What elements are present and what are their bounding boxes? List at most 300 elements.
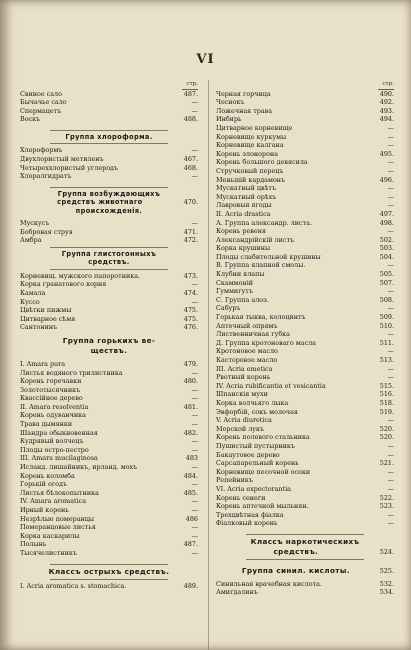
entry-label: Синильная врачебная кислота. <box>216 579 322 588</box>
entry-label: III. Amara mucilaginosa <box>20 454 98 463</box>
page-ref: — <box>191 445 198 454</box>
index-entry <box>216 236 394 245</box>
entry-label: Плоды слабительной крушины <box>216 252 321 261</box>
page-ref: — <box>387 227 394 236</box>
entry-label: Корень коломба <box>20 471 75 480</box>
index-entry <box>216 253 394 262</box>
page-ref: 468. <box>183 163 198 172</box>
entry-label: Корень большого девясила <box>216 158 308 167</box>
entry-label: Корка крушины <box>216 244 271 253</box>
section-heading: ществъ. <box>90 345 128 355</box>
index-entry <box>216 476 394 485</box>
index-entry <box>216 425 394 434</box>
page-ref: 488. <box>183 115 198 124</box>
index-entry <box>216 90 394 99</box>
index-entry <box>20 360 198 369</box>
entry-label: В. Группа ялапной смолы. <box>216 261 306 270</box>
page-ref: 467. <box>183 154 198 163</box>
entry-label: I. Amara pura <box>20 359 66 368</box>
entry-label: Корень аптечной мыльнян. <box>216 502 309 511</box>
page-ref: 513. <box>379 356 394 364</box>
index-entry <box>216 244 394 253</box>
column-divider <box>208 80 209 650</box>
index-entry <box>20 228 198 237</box>
index-entry <box>20 155 198 164</box>
index-entry <box>20 506 198 515</box>
page-ref: — <box>387 519 394 528</box>
index-entry <box>216 347 394 356</box>
page-ref: 522. <box>379 493 394 502</box>
entry-label: А. Группа александр. листа. <box>216 218 313 227</box>
page-ref: 507. <box>379 278 394 287</box>
entry-label: Кудрявый волчецъ <box>20 437 84 446</box>
spacer <box>216 528 394 532</box>
index-entry <box>20 437 198 446</box>
index-entry <box>216 416 394 425</box>
entry-label: IV. Amara aromatica <box>20 497 87 506</box>
page-ref: — <box>387 416 394 425</box>
column-header <box>216 80 394 90</box>
index-entry <box>216 519 394 528</box>
entry-label: Куссо <box>20 297 40 306</box>
index-entry <box>216 373 394 382</box>
page-ref: — <box>191 98 198 107</box>
entry-label: Хлоралгидратъ <box>20 172 72 181</box>
page-ref: стр. <box>378 80 394 90</box>
page-number: VI <box>196 52 215 67</box>
entry-label: Листья водяного трилистника <box>20 368 123 377</box>
index-entry <box>20 403 198 412</box>
entry-label: Трехцвѣтная фіалка <box>216 510 284 519</box>
section-heading: Группа глистогонныхъ <box>61 249 157 258</box>
index-entry <box>216 176 394 185</box>
section-heading: средствъ животнаго <box>57 198 143 207</box>
entry-label: Морской лукъ <box>216 424 265 433</box>
page-ref: — <box>191 523 198 532</box>
entry-label: Корень полевого стальника <box>216 433 310 442</box>
page-ref: — <box>387 510 394 519</box>
entry-label: Горькая тыква, колоцинтъ <box>216 313 306 322</box>
entry-label: Д. Группа кротоноваго масла <box>216 338 316 347</box>
index-entry <box>216 408 394 417</box>
index-entry <box>20 454 198 463</box>
page-ref: 502. <box>379 235 394 244</box>
index-entry <box>20 369 198 378</box>
index-entry <box>20 463 198 472</box>
page-ref: — <box>387 373 394 382</box>
page-ref: — <box>387 484 394 493</box>
page-ref: 510. <box>379 321 394 330</box>
index-entry <box>20 298 198 307</box>
page-ref: 508. <box>379 295 394 304</box>
index-entry <box>216 193 394 202</box>
entry-label: Амбра <box>20 236 42 245</box>
entry-label: VI. Acria expectorantia <box>216 484 291 493</box>
index-entry <box>20 172 198 181</box>
index-entry <box>216 227 394 236</box>
index-entry <box>20 272 198 281</box>
index-entry <box>20 280 198 289</box>
page-ref: 521. <box>379 459 394 468</box>
entry-label: Хлороформъ <box>20 146 63 155</box>
index-entry <box>216 141 394 150</box>
section-heading: Классъ наркотическихъ <box>250 536 360 546</box>
entry-label: Мускусъ <box>20 219 50 228</box>
page-ref: 504. <box>379 252 394 261</box>
entry-label: Кротоновое масло <box>216 347 278 356</box>
page-ref: 486 <box>185 514 198 523</box>
entry-label: Клубни ялапы <box>216 270 265 279</box>
section-heading-row <box>20 198 198 207</box>
index-entry <box>20 306 198 315</box>
index-entry <box>216 167 394 176</box>
entry-label: Бобровая струя <box>20 227 73 236</box>
entry-label: Корень сенеги <box>216 493 266 502</box>
index-entry <box>216 150 394 159</box>
page-ref: — <box>191 411 198 420</box>
index-entry <box>216 184 394 193</box>
entry-label: III. Acria emetica <box>216 364 273 373</box>
page-ref: 523. <box>379 502 394 511</box>
entry-label: Полынь <box>20 540 47 549</box>
page-ref: 472. <box>183 236 198 245</box>
page-ref: — <box>387 287 394 296</box>
entry-label: Лавровыя ягоды <box>216 201 272 210</box>
entry-label: Шандра обыкновенная <box>20 428 98 437</box>
entry-label: Мускатный орѣхъ <box>216 192 277 201</box>
page-ref: — <box>387 192 394 201</box>
entry-label: Квассійное дерево <box>20 394 83 403</box>
index-entry <box>20 315 198 324</box>
spacer <box>20 181 198 185</box>
page-ref: — <box>387 441 394 450</box>
page-ref: — <box>191 280 198 289</box>
entry-label: II. Acria drastica <box>216 209 271 218</box>
index-entry <box>216 279 394 288</box>
page-ref: 509. <box>379 313 394 322</box>
page-ref: 485. <box>183 488 198 497</box>
index-entry <box>216 287 394 296</box>
page-ref: 489. <box>183 581 198 590</box>
index-entry <box>20 386 198 395</box>
entry-label: С. Группа алоэ. <box>216 295 269 304</box>
entry-label: Ложечная трава <box>216 106 273 115</box>
entry-label: Камала <box>20 288 46 297</box>
entry-label: II. Amara resolventia <box>20 402 89 411</box>
index-entry <box>216 588 394 597</box>
entry-label: I. Acria aromatica s. stomachica. <box>20 581 127 590</box>
index-entry <box>20 411 198 420</box>
entry-label: Свиное сало <box>20 89 62 98</box>
entry-label: Корень горечавки <box>20 377 82 386</box>
entry-label: Цитварное корневище <box>216 123 293 132</box>
page-ref: 482. <box>183 428 198 437</box>
page-ref: 524. <box>379 547 394 556</box>
page-ref: — <box>387 330 394 339</box>
index-entry <box>216 580 394 589</box>
page-ref: 484. <box>183 471 198 480</box>
entry-label: Корень ревеня <box>216 227 266 236</box>
page-ref: 487. <box>183 540 198 549</box>
page-ref: — <box>191 437 198 446</box>
right-column <box>216 80 394 597</box>
left-column <box>20 80 198 590</box>
section-heading: Классъ острыхъ средствъ. <box>48 566 170 576</box>
section-heading: Группа синил. кислоты. <box>241 565 350 575</box>
rule-line <box>50 269 168 270</box>
page-ref: 490. <box>379 89 394 98</box>
page-ref: 494. <box>379 115 394 124</box>
index-entry <box>216 451 394 460</box>
section-heading: средствъ. <box>88 258 130 267</box>
index-entry <box>20 146 198 155</box>
entry-label: Аптечный опрямъ <box>216 321 278 330</box>
entry-label: Амигдалинъ <box>216 588 258 597</box>
page-ref: 515. <box>379 381 394 390</box>
entry-label: Корневище песочной осоки <box>216 467 311 476</box>
index-entry <box>20 90 198 99</box>
page-ref: — <box>387 132 394 141</box>
index-entry <box>216 468 394 477</box>
section-heading: Группа горькихъ ве- <box>62 335 156 345</box>
entry-label: Черная горчица <box>216 89 271 98</box>
index-entry <box>216 502 394 511</box>
index-entry <box>216 296 394 305</box>
entry-label: Касторовое масло <box>216 356 278 364</box>
section-heading: происхожденія. <box>75 206 143 215</box>
page-ref: 473. <box>183 271 198 280</box>
index-entry <box>216 133 394 142</box>
page-ref: — <box>387 184 394 193</box>
page-ref: — <box>191 219 198 228</box>
entry-label: Фіалковый корень <box>216 519 278 528</box>
entry-label: Двухлористый метиленъ <box>20 154 104 163</box>
index-entry <box>20 115 198 124</box>
index-entry <box>20 394 198 403</box>
index-entry <box>216 365 394 374</box>
entry-label: Листья бѣлокопытника <box>20 488 99 497</box>
entry-label: Корка гранатового корня <box>20 280 107 289</box>
entry-label: Инбирь <box>216 115 242 124</box>
page-ref: 520. <box>379 433 394 442</box>
entry-label: Горькій огодъ <box>20 480 68 489</box>
entry-label: Рвотный корень <box>216 373 271 382</box>
entry-label: Трава дымянки <box>20 420 73 429</box>
index-entry <box>20 429 198 438</box>
page-ref: — <box>387 158 394 167</box>
page-ref: — <box>387 166 394 175</box>
index-entry <box>20 523 198 532</box>
index-entry <box>216 124 394 133</box>
entry-label: Пушистый пустырникъ <box>216 441 295 450</box>
page-ref: 511. <box>379 338 394 347</box>
page-ref: 492. <box>379 98 394 107</box>
page-ref: 479. <box>183 359 198 368</box>
index-entry <box>20 489 198 498</box>
spacer <box>20 124 198 128</box>
entry-label: Корневище куркумы <box>216 132 287 141</box>
index-entry <box>216 485 394 494</box>
rule-line <box>50 143 168 144</box>
rule-line <box>50 564 168 565</box>
page-ref: — <box>191 548 198 557</box>
index-entry <box>20 540 198 549</box>
page-ref: 483 <box>185 454 198 463</box>
entry-label: Александрійскій листъ <box>216 235 295 244</box>
index-entry <box>216 304 394 313</box>
rule-line <box>50 247 168 248</box>
index-entry <box>20 472 198 481</box>
index-entry <box>216 313 394 322</box>
entry-label: IV. Acria rubificantia et vesicantia <box>216 381 326 390</box>
index-entry <box>20 532 198 541</box>
page-ref: 476. <box>183 323 198 332</box>
page-ref: — <box>191 368 198 377</box>
entry-label: Бакаутовое дерево <box>216 450 280 459</box>
index-entry <box>20 377 198 386</box>
rule-line <box>246 534 364 535</box>
entry-label: Стручковый перецъ <box>216 166 284 175</box>
index-entry <box>20 236 198 245</box>
index-entry <box>20 219 198 228</box>
page-ref: 495. <box>379 149 394 158</box>
page-ref: — <box>191 463 198 472</box>
rule-line <box>50 130 168 131</box>
index-entry <box>216 511 394 520</box>
page-ref: 519. <box>379 407 394 416</box>
index-entry <box>216 356 394 365</box>
page-ref: 474. <box>183 288 198 297</box>
page-ref: 503. <box>379 244 394 253</box>
section-heading: средствъ. <box>273 546 319 556</box>
page-ref: 493. <box>379 106 394 115</box>
page-ref: — <box>387 467 394 476</box>
page-ref: 498. <box>379 218 394 227</box>
section-heading: Группа возбуждающихъ <box>57 189 161 198</box>
page-ref: стр. <box>182 80 198 90</box>
index-entry <box>216 382 394 391</box>
index-entry <box>20 549 198 558</box>
entry-label: Сантонинъ <box>20 323 58 332</box>
index-entry <box>216 330 394 339</box>
section-heading-row <box>216 547 394 557</box>
page-ref: 532. <box>379 579 394 588</box>
page-ref: — <box>191 480 198 489</box>
index-entry <box>20 582 198 591</box>
section-heading: Группа хлороформа. <box>65 132 153 141</box>
page-ref: 481. <box>183 402 198 411</box>
page-ref: — <box>191 497 198 506</box>
page-ref: — <box>387 123 394 132</box>
entry-label: Тысячелистникъ <box>20 548 77 557</box>
index-entry <box>216 107 394 116</box>
page-ref: 487. <box>183 89 198 98</box>
page-ref: 534. <box>379 588 394 597</box>
entry-label: Корневищ. мужского папоротника. <box>20 271 141 280</box>
entry-label: Гуммигутъ <box>216 287 253 296</box>
index-entry <box>20 98 198 107</box>
page-ref: 470. <box>183 198 198 207</box>
index-entry <box>20 164 198 173</box>
page-ref: — <box>387 450 394 459</box>
index-entry <box>20 446 198 455</box>
page-ref: — <box>387 141 394 150</box>
index-entry <box>216 442 394 451</box>
entry-label: Четыреххлористый углеродъ <box>20 163 119 172</box>
page-ref: 505. <box>379 270 394 279</box>
entry-label: Спермацетъ <box>20 106 62 115</box>
entry-label: Цитварное сѣмя <box>20 314 76 323</box>
page-ref: 525. <box>379 566 394 575</box>
page-ref: 475. <box>183 306 198 315</box>
page-ref: 480. <box>183 377 198 386</box>
column-header <box>20 80 198 90</box>
page-ref: — <box>191 146 198 155</box>
page-ref: 520. <box>379 424 394 433</box>
entry-label: Сарсапарельный корень <box>216 459 299 468</box>
page-ref: — <box>191 297 198 306</box>
page-ref: — <box>191 394 198 403</box>
rule-line <box>246 559 364 560</box>
page-ref: — <box>191 531 198 540</box>
index-entry <box>20 323 198 332</box>
entry-label: Шпанскія мухи <box>216 390 268 399</box>
entry-label: Меньшій кардамонъ <box>216 175 286 184</box>
entry-label: Корень одуванчика <box>20 411 86 420</box>
entry-label: Бычачье сало <box>20 98 67 107</box>
section-heading-row <box>216 566 394 576</box>
index-entry <box>216 261 394 270</box>
page-ref: — <box>387 261 394 270</box>
rule-line <box>50 579 168 580</box>
index-entry <box>216 459 394 468</box>
index-entry <box>20 107 198 116</box>
entry-label: Плоды остро-пестро <box>20 445 89 454</box>
index-entry <box>216 494 394 503</box>
index-entry <box>216 158 394 167</box>
page-ref: 518. <box>379 398 394 407</box>
index-entry <box>216 115 394 124</box>
entry-label: Золототысячникъ <box>20 385 81 394</box>
entry-label: Исланд. лишайникъ, ирланд. мохъ <box>20 463 138 472</box>
index-entry <box>216 339 394 348</box>
entry-label: Цвѣтки пижмы <box>20 306 72 315</box>
entry-label: Эвфорбій, сокъ молочая <box>216 407 298 416</box>
entry-label: Корка каскарилы <box>20 531 80 540</box>
entry-label: Репейникъ <box>216 476 253 485</box>
entry-label: V. Acria diuretica <box>216 416 272 425</box>
entry-label: Лиственничная губка <box>216 330 290 339</box>
page-ref: — <box>191 385 198 394</box>
entry-label: Скаммоній <box>216 278 254 287</box>
page-ref: — <box>191 506 198 514</box>
index-entry <box>216 219 394 228</box>
page-ref: — <box>191 420 198 429</box>
index-entry <box>216 322 394 331</box>
index-entry <box>216 399 394 408</box>
entry-label: Воскъ <box>20 115 41 124</box>
entry-label: Корень элонорона <box>216 149 279 158</box>
page-ref: 471. <box>183 227 198 236</box>
index-entry <box>216 98 394 107</box>
index-entry <box>216 270 394 279</box>
page-ref: — <box>387 364 394 373</box>
index-entry <box>20 420 198 429</box>
page-ref: 496. <box>379 175 394 184</box>
spacer <box>20 558 198 562</box>
page-ref: 497. <box>379 209 394 218</box>
entry-label: Корка волчьяго лыка <box>216 398 289 407</box>
